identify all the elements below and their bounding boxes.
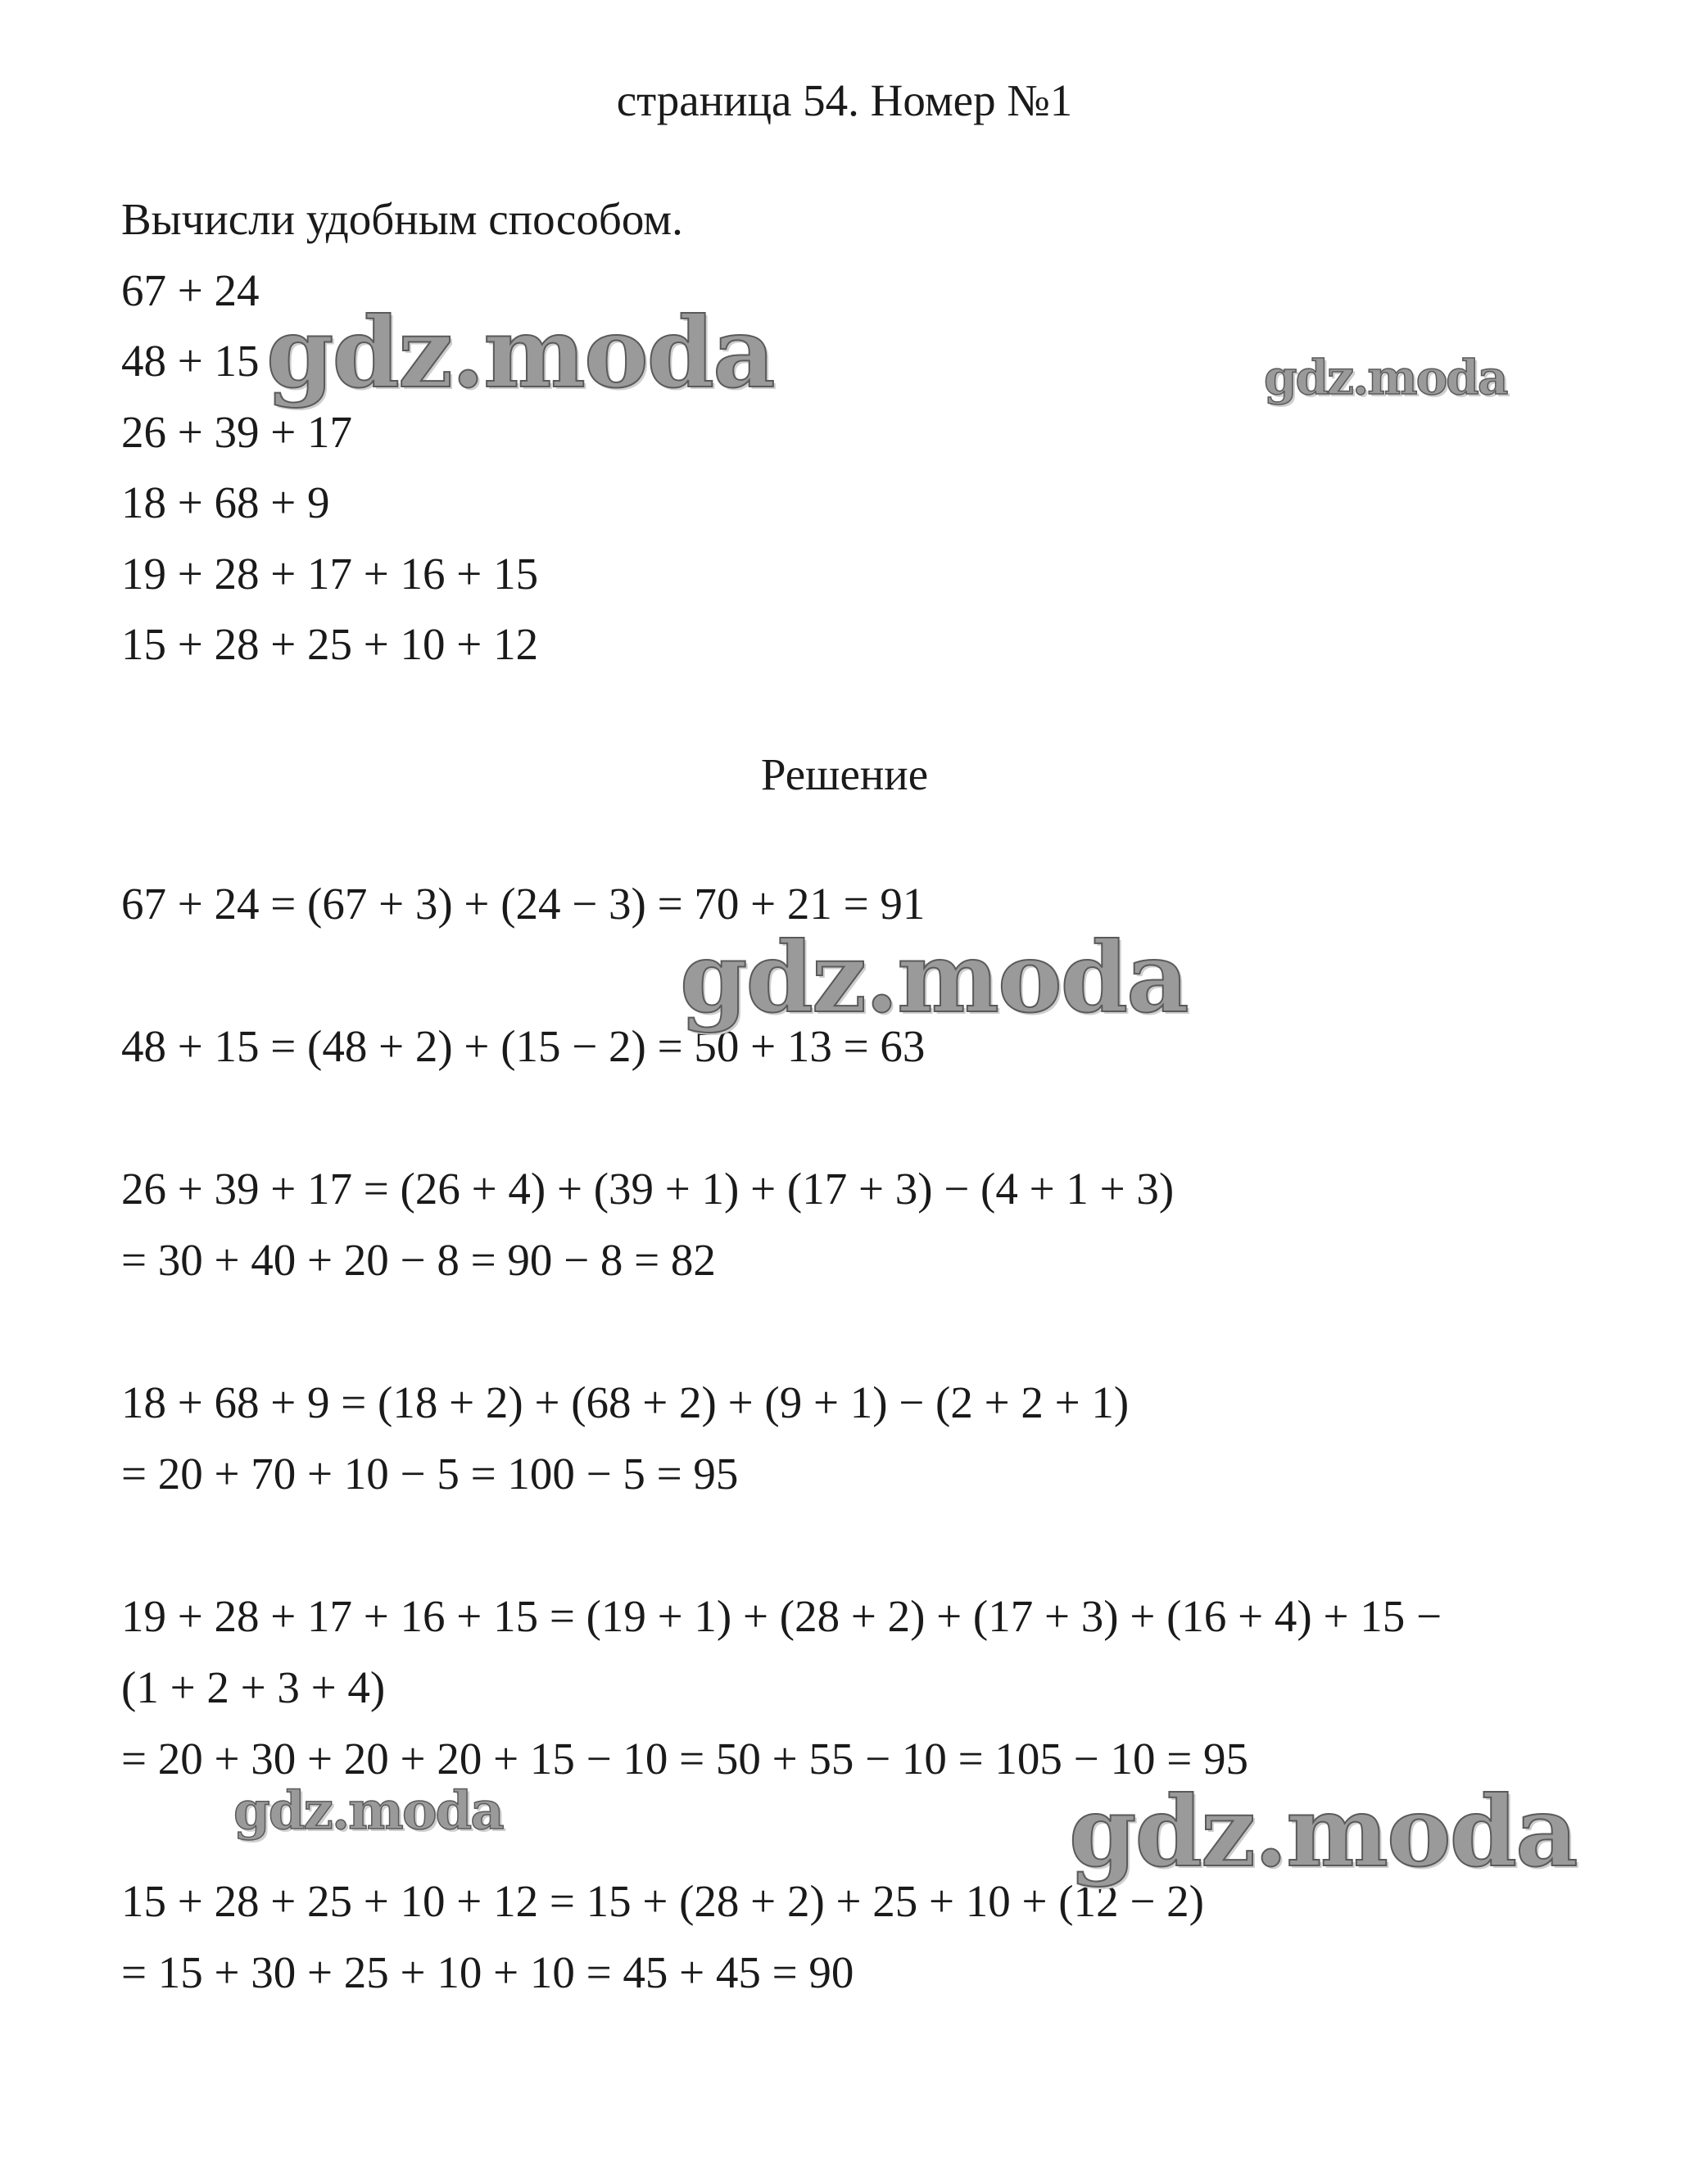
task-expression: 67 + 24 bbox=[121, 265, 260, 315]
watermark: gdz.moda bbox=[1069, 1775, 1577, 1888]
watermark: gdz.moda bbox=[680, 920, 1188, 1034]
solution-line: 48 + 15 = (48 + 2) + (15 − 2) = 50 + 13 = 63 bbox=[121, 1021, 926, 1071]
task-expression: 18 + 68 + 9 bbox=[121, 477, 330, 527]
watermark: gdz.moda bbox=[233, 1780, 503, 1842]
solution-line: 67 + 24 = (67 + 3) + (24 − 3) = 70 + 21 = 91 bbox=[121, 879, 926, 929]
solution-line: = 20 + 70 + 10 − 5 = 100 − 5 = 95 bbox=[121, 1449, 739, 1499]
task-instruction: Вычисли удобным способом. bbox=[121, 194, 683, 244]
solution-line: (1 + 2 + 3 + 4) bbox=[121, 1662, 386, 1712]
task-expression: 15 + 28 + 25 + 10 + 12 bbox=[121, 619, 539, 669]
task-expression: 48 + 15 bbox=[121, 336, 260, 386]
solution-line: = 30 + 40 + 20 − 8 = 90 − 8 = 82 bbox=[121, 1235, 716, 1285]
solution-line: 15 + 28 + 25 + 10 + 12 = 15 + (28 + 2) + 25 + 10 + (12 − 2) bbox=[121, 1876, 1204, 1926]
task-expression: 19 + 28 + 17 + 16 + 15 bbox=[121, 549, 539, 599]
watermark: gdz.moda bbox=[1264, 350, 1507, 405]
solution-line: 19 + 28 + 17 + 16 + 15 = (19 + 1) + (28 + 2) + (17 + 3) + (16 + 4) + 15 − bbox=[121, 1591, 1442, 1641]
page-title: страница 54. Номер №1 bbox=[616, 75, 1073, 125]
solution-line: 18 + 68 + 9 = (18 + 2) + (68 + 2) + (9 + 1) − (2 + 2 + 1) bbox=[121, 1377, 1130, 1427]
watermark: gdz.moda bbox=[266, 296, 774, 409]
solution-heading: Решение bbox=[760, 749, 929, 799]
solution-line: = 15 + 30 + 25 + 10 + 10 = 45 + 45 = 90 bbox=[121, 1947, 854, 1997]
task-expression: 26 + 39 + 17 bbox=[121, 407, 353, 457]
solution-line: = 20 + 30 + 20 + 20 + 15 − 10 = 50 + 55 − 10 = 105 − 10 = 95 bbox=[121, 1734, 1248, 1784]
solution-line: 26 + 39 + 17 = (26 + 4) + (39 + 1) + (17 + 3) − (4 + 1 + 3) bbox=[121, 1164, 1175, 1214]
